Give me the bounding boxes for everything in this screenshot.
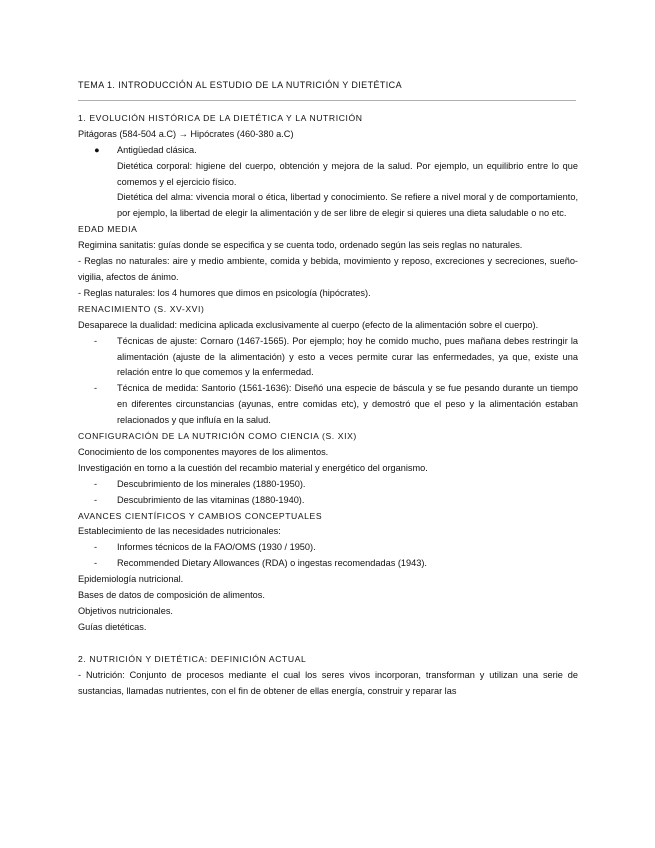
list-item-text: Recommended Dietary Allowances (RDA) o ingestas recomendadas (1943). [117,558,427,569]
list-item-text: Descubrimiento de las vitaminas (1880-1940). [117,494,305,505]
list-item-text: Informes técnicos de la FAO/OMS (1930 / 1950). [117,542,316,553]
document-page [78,78,578,700]
list-item-text: Técnica de medida: Santorio (1561-1636): Diseñó una especie de báscula y se fue pesando durante un tiempo en diferentes circunstancias (ayunas, entre comidas etc), y demostró que el peso y la alimentación estaban relacionados y que influía en la salud. [117,383,578,426]
dash-marker: - [94,558,98,569]
reglas-naturales: - Reglas naturales: los 4 humores que dimos en psicología (hipócrates). [78,287,371,298]
list-item [78,493,578,509]
list-item [78,334,578,382]
list-item [78,540,578,556]
dietetica-corporal: Dietética corporal: higiene del cuerpo, obtención y mejora de la salud. Por ejemplo, un equilibrio entre lo que comemos y el ejercicio físico. [117,160,578,187]
list-item-text: Técnicas de ajuste: Cornaro (1467-1565). Por ejemplo; hoy he comido mucho, pues mañana debes restringir la alimentación (ajuste de la alimentación) y esto a veces permite curar las enfermedades, ya que, existe una relación entre lo que comemos y la enfermedad. [117,335,578,378]
renacimiento-heading: RENACIMIENTO (S. XV-XVI) [78,303,205,314]
tail-line: Epidemiología nutricional. [78,574,184,585]
tail-line: Objetivos nutricionales. [78,606,173,616]
reglas-no-naturales: - Reglas no naturales: aire y medio ambiente, comida y bebida, movimiento y reposo, excreciones y secreciones, sueño-vigilia, afectos de ánimo. [78,256,578,282]
chronology-line: Pitágoras (584-504 a.C) → Hipócrates (460-380 a.C) [78,128,294,139]
document-title: TEMA 1. INTRODUCCIÓN AL ESTUDIO DE LA NUTRICIÓN Y DIETÉTICA [78,80,402,90]
dash-marker: - [94,383,98,394]
avances-line-1: Establecimiento de las necesidades nutricionales: [78,526,281,537]
edad-media-heading: EDAD MEDIA [78,224,138,235]
list-item-text: Descubrimiento de los minerales (1880-1950). [117,478,306,489]
nutricion-definition: - Nutrición: Conjunto de procesos mediante el cual los seres vivos incorporan, transforman y utilizan una serie de sustancias, llamadas nutrientes, con el fin de obtener de ellas energía, construir y reparar las [78,669,578,696]
list-item [78,381,578,429]
section-2-heading: 2. NUTRICIÓN Y DIETÉTICA: DEFINICIÓN ACTUAL [78,653,307,664]
dash-marker: - [94,335,98,346]
regimina-paragraph: Regimina sanitatis: guías donde se especifica y se cuenta todo, ordenado según las seis reglas no naturales. [78,240,523,251]
configuracion-heading: CONFIGURACIÓN DE LA NUTRICIÓN COMO CIENCIA (S. XIX) [78,431,357,442]
renacimiento-paragraph: Desaparece la dualidad: medicina aplicada exclusivamente al cuerpo (efecto de la alimentación sobre el cuerpo). [78,319,539,330]
section-1-heading: 1. EVOLUCIÓN HISTÓRICA DE LA DIETÉTICA Y LA NUTRICIÓN [78,112,363,123]
list-item [78,556,578,572]
list-item [78,477,578,493]
avances-heading: AVANCES CIENTÍFICOS Y CAMBIOS CONCEPTUALES [78,510,323,521]
tail-line: Guías dietéticas. [78,621,147,632]
bullet-antiguedad [78,143,578,159]
configuracion-line-2: Investigación en torno a la cuestión del recambio material y energético del organismo. [78,462,428,473]
dash-marker: - [94,494,98,505]
title-divider [78,100,576,101]
configuracion-line-1: Conocimiento de los componentes mayores de los alimentos. [78,446,329,457]
bullet-text: Antigüedad clásica. [117,144,197,155]
dietetica-alma: Dietética del alma: vivencia moral o ética, libertad y conocimiento. Se refiere a nivel moral y de comportamiento, por ejemplo, la libertad de elegir la alimentación y de ser libre de elegir si quieres una dieta saludable o no etc. [117,192,578,219]
dash-marker: - [94,542,98,553]
bullet-marker: ● [94,144,100,155]
section-spacer [78,636,578,652]
dash-marker: - [94,478,98,489]
tail-line: Bases de datos de composición de alimentos. [78,590,265,601]
